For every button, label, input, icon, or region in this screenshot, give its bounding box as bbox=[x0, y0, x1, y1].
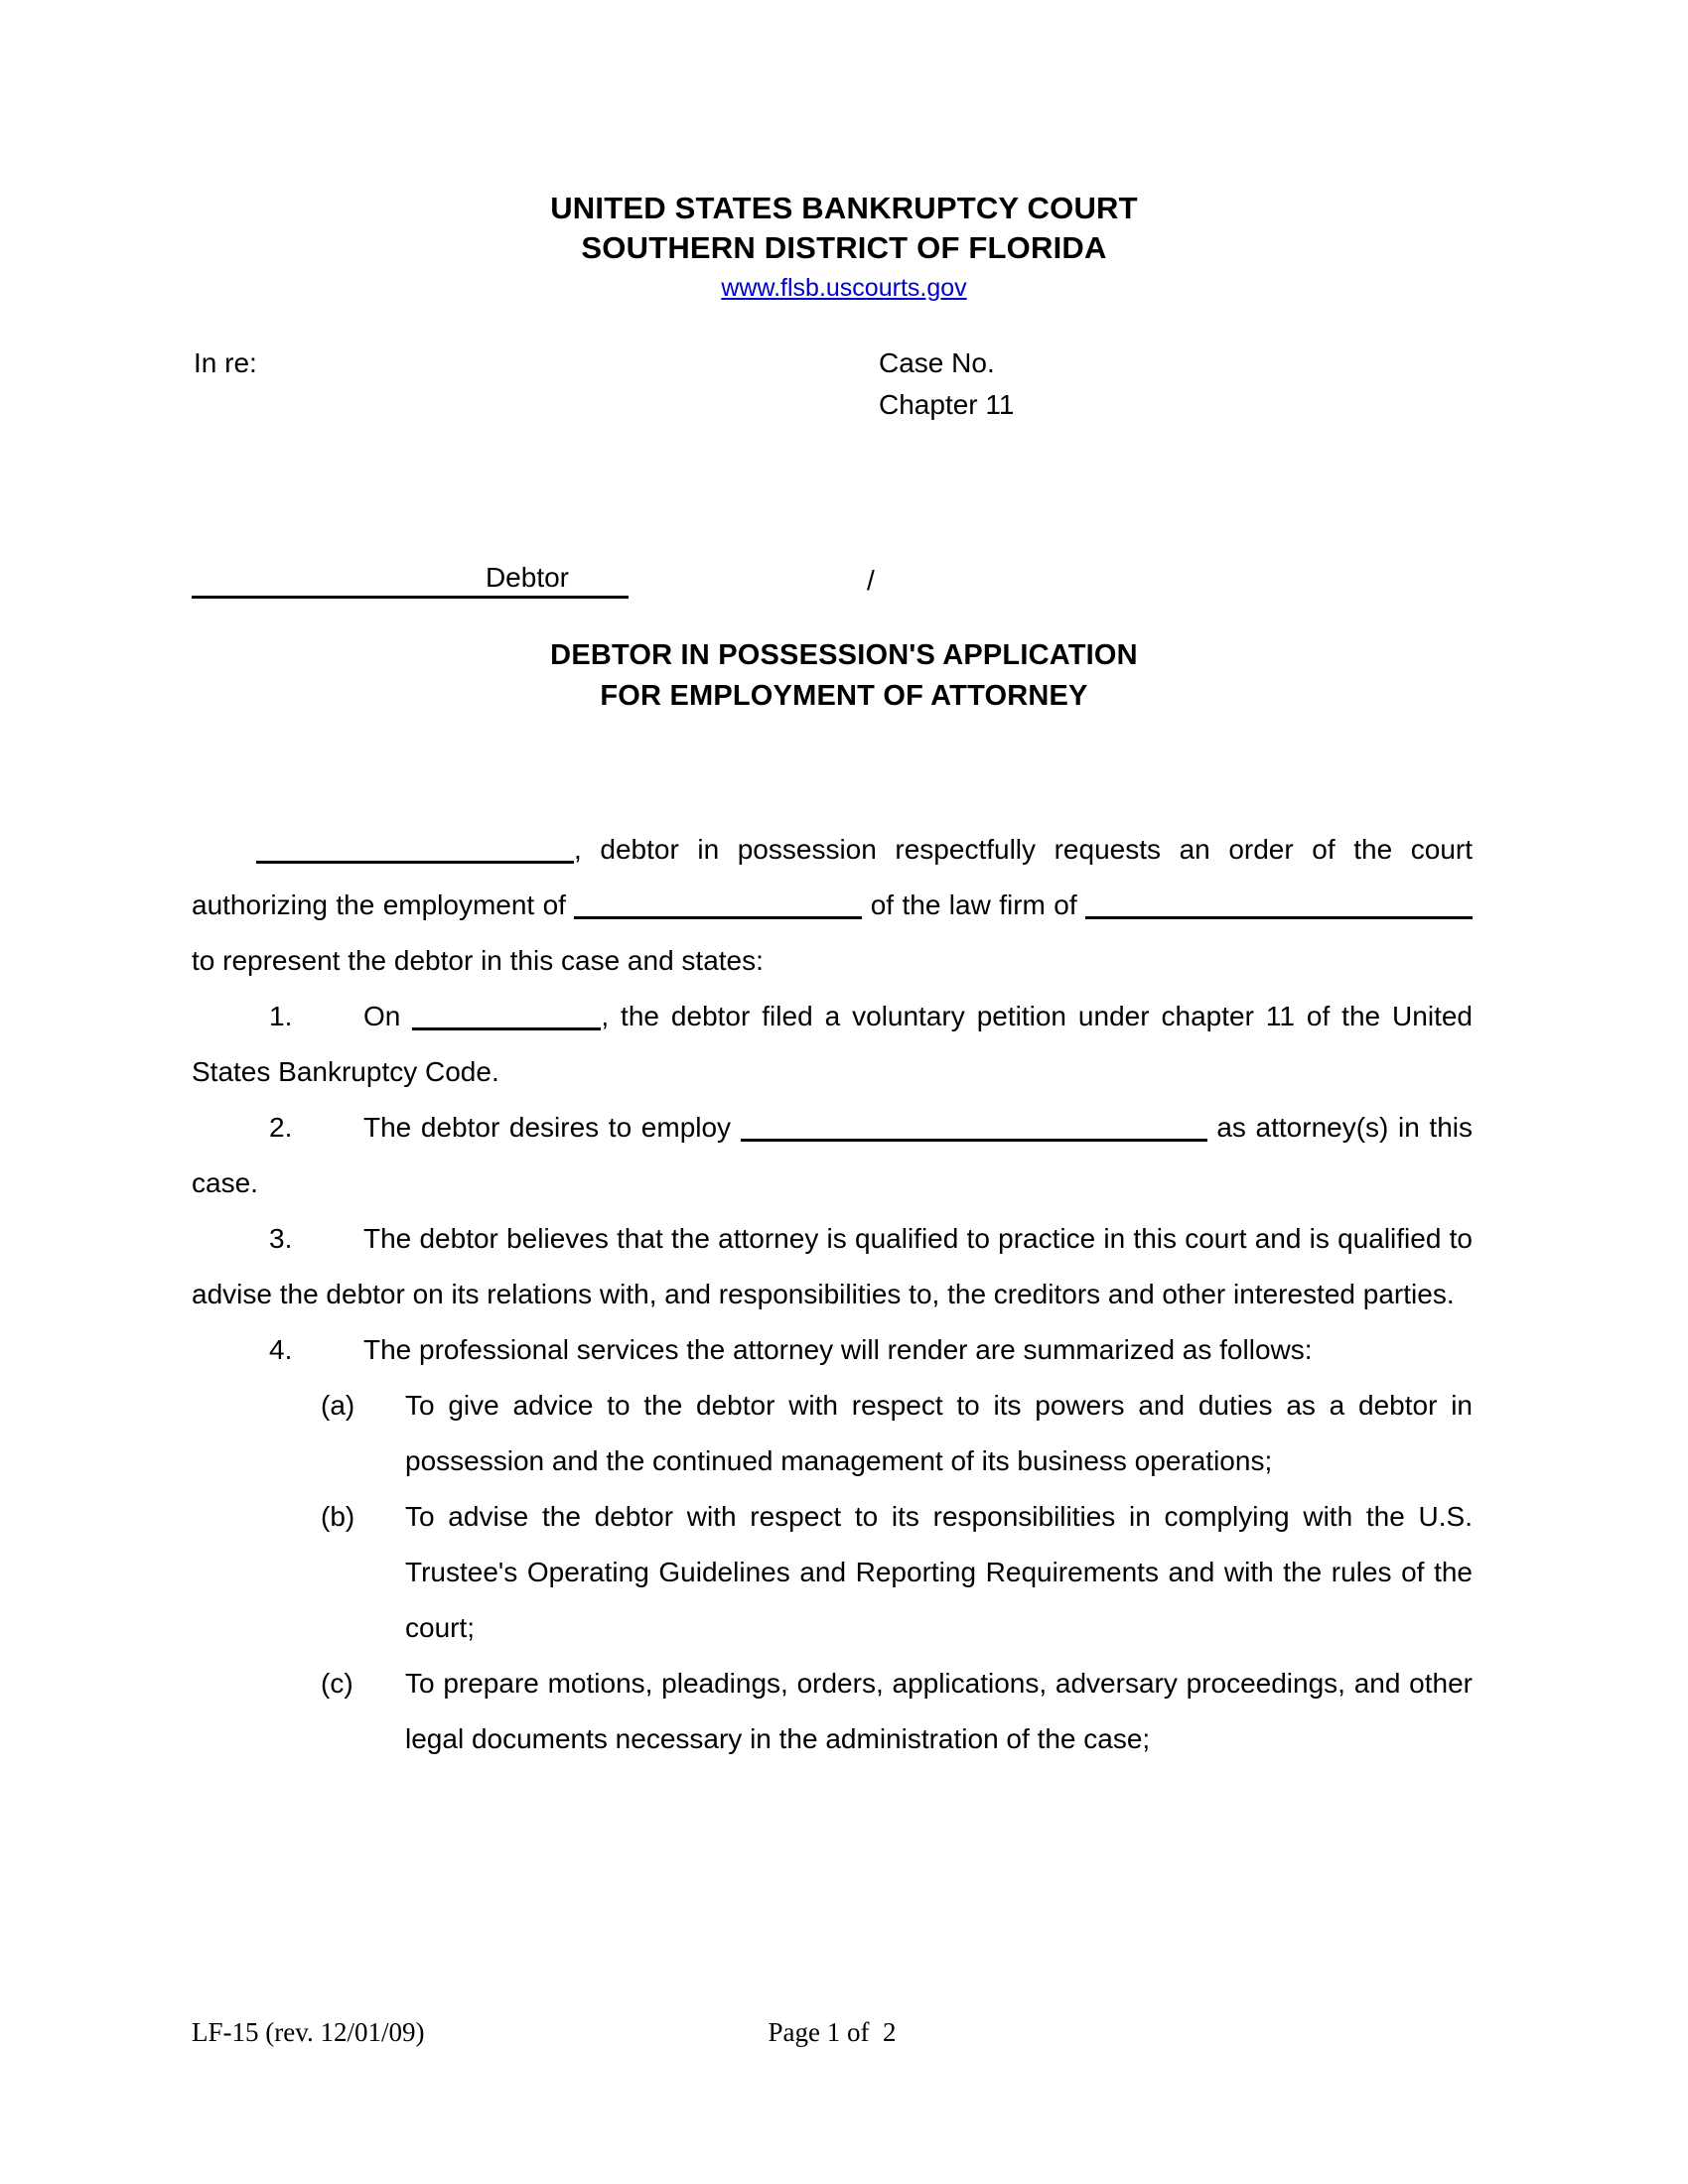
case-number-label: Case No. bbox=[879, 347, 995, 378]
chapter-label: Chapter 11 bbox=[879, 389, 1015, 420]
debtor-name-input-blank[interactable] bbox=[256, 835, 574, 864]
court-name-line-1: UNITED STATES BANKRUPTCY COURT bbox=[550, 191, 1138, 225]
sub-item-b-text: To advise the debtor with respect to its responsibilities in complying with the U.S. Trustee's Operating Guidelines and Reporting Requirements and with the rules of the court; bbox=[405, 1501, 1473, 1643]
document-body bbox=[192, 822, 1473, 1767]
court-header bbox=[0, 189, 1688, 304]
law-firm-input-blank[interactable] bbox=[1085, 890, 1473, 919]
case-info-block bbox=[879, 342, 1014, 426]
numbered-item-2 bbox=[192, 1100, 1473, 1211]
employ-attorney-input-blank[interactable] bbox=[741, 1113, 1207, 1142]
item-3-number: 3. bbox=[269, 1223, 293, 1254]
item-4-number: 4. bbox=[269, 1334, 293, 1365]
document-title bbox=[0, 635, 1688, 717]
sub-item-c bbox=[192, 1656, 1473, 1767]
numbered-item-4 bbox=[192, 1322, 1473, 1378]
item-2-number: 2. bbox=[269, 1112, 293, 1143]
item-3-text: The debtor believes that the attorney is qualified to practice in this court and is qualified to advise the debtor on its relations with, and responsibilities to, the creditors and other interested parties. bbox=[192, 1223, 1473, 1309]
item-1-text-after: , the debtor filed a voluntary petition under chapter 11 of the United States Bankruptcy Code. bbox=[192, 1001, 1473, 1087]
sub-item-b bbox=[192, 1489, 1473, 1656]
item-1-text-before: On bbox=[363, 1001, 413, 1031]
item-2-text-before: The debtor desires to employ bbox=[363, 1112, 741, 1143]
court-district-line-2: SOUTHERN DISTRICT OF FLORIDA bbox=[581, 230, 1107, 265]
sub-item-b-marker: (b) bbox=[321, 1501, 355, 1532]
numbered-item-3 bbox=[192, 1211, 1473, 1322]
intro-text-part-3: to represent the debtor in this case and states: bbox=[192, 945, 764, 976]
intro-paragraph bbox=[192, 822, 1473, 989]
numbered-item-1 bbox=[192, 989, 1473, 1100]
sub-item-c-text: To prepare motions, pleadings, orders, applications, adversary proceedings, and other legal documents necessary in the administration of the case; bbox=[405, 1668, 1473, 1754]
item-4-text: The professional services the attorney will render are summarized as follows: bbox=[363, 1334, 1313, 1365]
sub-item-a-text: To give advice to the debtor with respect to its powers and duties as a debtor in possession and the continued management of its business operations; bbox=[405, 1390, 1473, 1476]
debtor-label: Debtor bbox=[485, 562, 569, 593]
debtor-name-blank[interactable] bbox=[192, 556, 629, 599]
caption-slash: / bbox=[867, 565, 875, 596]
court-website-link[interactable]: www.flsb.uscourts.gov bbox=[721, 274, 967, 302]
in-re-label: In re: bbox=[194, 347, 257, 378]
sub-item-a bbox=[192, 1378, 1473, 1489]
attorney-name-input-blank[interactable] bbox=[574, 890, 862, 919]
form-identifier: LF-15 (rev. 12/01/09) bbox=[192, 2017, 425, 2047]
sub-item-c-marker: (c) bbox=[321, 1668, 353, 1699]
intro-text-part-2: of the law firm of bbox=[862, 889, 1085, 920]
intro-text-part-1: , debtor in possession respectfully requests an order of the court authorizing the employment of bbox=[192, 834, 1473, 920]
sub-item-a-marker: (a) bbox=[321, 1390, 355, 1421]
petition-date-input-blank[interactable] bbox=[412, 1002, 601, 1030]
item-1-number: 1. bbox=[269, 1001, 293, 1031]
document-title-line-1: DEBTOR IN POSSESSION'S APPLICATION bbox=[550, 639, 1138, 671]
item-2-text-after: as attorney(s) in this case. bbox=[192, 1112, 1474, 1198]
document-title-line-2: FOR EMPLOYMENT OF ATTORNEY bbox=[600, 680, 1088, 712]
debtor-name-row bbox=[192, 556, 875, 599]
page-number: Page 1 of 2 bbox=[768, 2017, 897, 2047]
